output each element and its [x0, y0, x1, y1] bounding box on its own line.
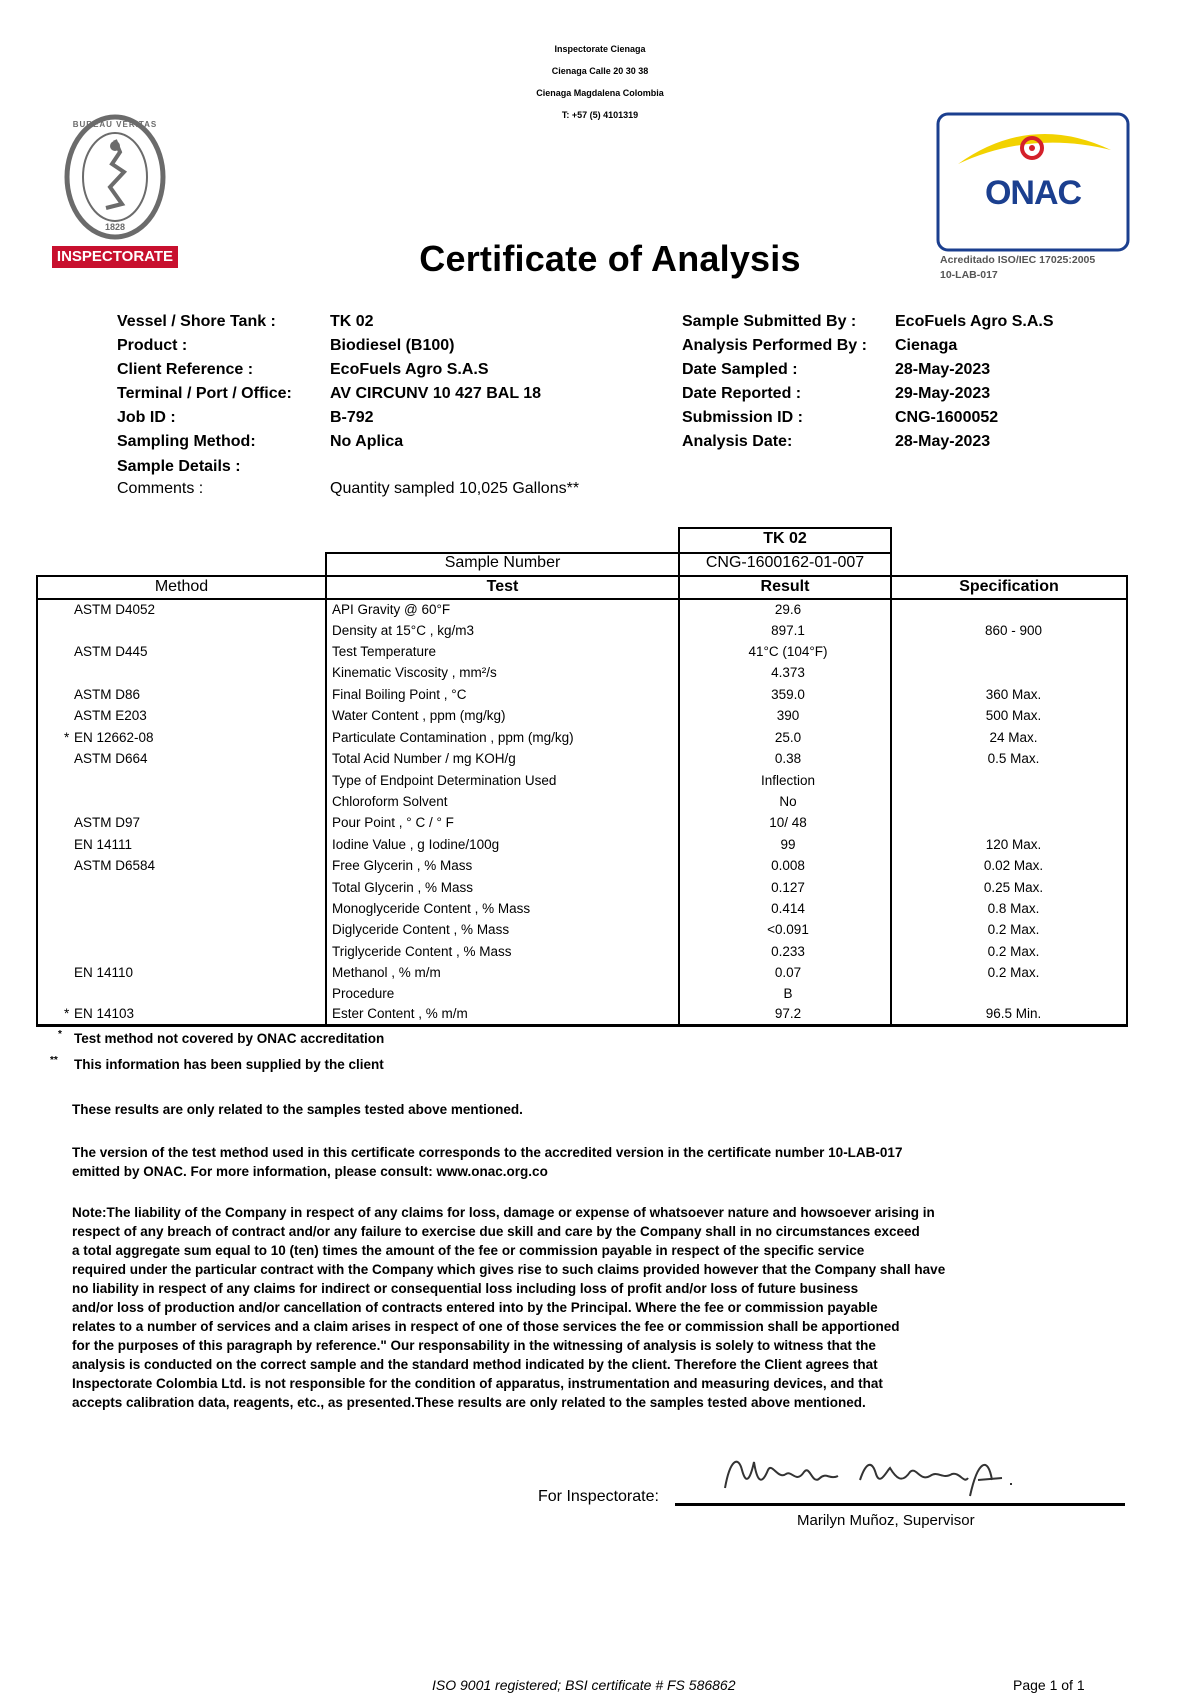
onac-accreditation-line2: 10-LAB-017 [940, 269, 998, 281]
row-test: Pour Point , ° C / ° F [332, 815, 454, 830]
row-test: Test Temperature [332, 644, 437, 659]
bureau-veritas-logo [40, 112, 190, 282]
row-test: Type of Endpoint Determination Used [332, 773, 557, 788]
footnote-mark: ** [50, 1055, 58, 1066]
address-line: Inspectorate Cienaga [554, 44, 646, 54]
column-header-specification: Specification [959, 578, 1059, 595]
info-value: Biodiesel (B100) [330, 337, 455, 354]
info-value: Cienaga [895, 337, 958, 354]
footnote-text: Test method not covered by ONAC accreditation [74, 1031, 385, 1046]
row-result: 41°C (104°F) [748, 644, 828, 659]
row-method: EN 14110 [74, 965, 134, 980]
info-label: Terminal / Port / Office: [117, 385, 292, 402]
address-line: Cienaga Magdalena Colombia [536, 88, 664, 98]
row-result: 0.38 [774, 751, 802, 766]
info-label: Product : [117, 337, 188, 354]
row-spec: 24 Max. [989, 730, 1038, 745]
onac-logo [936, 112, 1136, 292]
row-test: Water Content , ppm (mg/kg) [332, 708, 506, 723]
note-line: no liability in respect of any claims for indirect or consequential loss including loss of profit and/or loss of future business [72, 1281, 859, 1296]
row-result: 390 [776, 708, 800, 723]
comments-value: Quantity sampled 10,025 Gallons** [330, 480, 580, 497]
table-row [0, 751, 1200, 772]
row-method: ASTM D6584 [74, 858, 156, 873]
signer-name: Marilyn Muñoz, Supervisor [797, 1512, 975, 1529]
row-test: Chloroform Solvent [332, 794, 448, 809]
table-row [0, 773, 1200, 794]
note-line: analysis is conducted on the correct sample and the standard method indicated by the client. Therefore the Client agrees that [72, 1357, 878, 1372]
note-line: relates to a number of services and a claim arises in respect of one of those services the fee or commission shall be apportioned [72, 1319, 900, 1334]
row-method: ASTM D664 [74, 751, 148, 766]
address-line: T: +57 (5) 4101319 [561, 110, 639, 120]
row-result: 4.373 [771, 665, 805, 680]
row-method: EN 12662-08 [74, 730, 154, 745]
signature-line [675, 1503, 1125, 1506]
row-method: ASTM D4052 [74, 602, 156, 617]
table-row [0, 730, 1200, 751]
note-line: accepts calibration data, reagents, etc., as presented.These results are only related to the samples tested above mentioned. [72, 1395, 866, 1410]
row-spec: 0.8 Max. [987, 901, 1040, 916]
info-label: Client Reference : [117, 361, 254, 378]
row-method: ASTM D97 [74, 815, 141, 830]
table-row [0, 965, 1200, 986]
handwritten-signature [720, 1450, 1050, 1505]
row-test: Iodine Value , g Iodine/100g [332, 837, 500, 852]
table-row [0, 708, 1200, 729]
info-label: Vessel / Shore Tank : [117, 313, 276, 330]
row-result: 99 [780, 837, 796, 852]
row-test: Total Acid Number / mg KOH/g [332, 751, 516, 766]
row-result: 0.008 [771, 858, 805, 873]
table-row [0, 687, 1200, 708]
row-result: 10/ 48 [769, 815, 807, 830]
row-spec: 0.02 Max. [983, 858, 1044, 873]
info-label: Sample Details : [117, 458, 241, 475]
row-test: Total Glycerin , % Mass [332, 880, 474, 895]
row-test: Final Boiling Point , °C [332, 687, 467, 702]
bv-year: 1828 [104, 222, 126, 232]
info-value: 29-May-2023 [895, 385, 991, 402]
tank-header: TK 02 [763, 530, 807, 547]
row-result: B [783, 986, 793, 1001]
row-result: Inflection [760, 773, 816, 788]
row-test: Monoglyceride Content , % Mass [332, 901, 531, 916]
row-result: 29.6 [774, 602, 802, 617]
table-row [0, 794, 1200, 815]
info-label: Sampling Method: [117, 433, 256, 450]
column-header-method: Method [154, 578, 209, 595]
page-title: Certificate of Analysis [419, 238, 801, 279]
row-spec: 0.2 Max. [987, 965, 1040, 980]
note-line: for the purposes of this paragraph by reference." Our responsability in the witnessing of analysis is solely to witness that the [72, 1338, 876, 1353]
table-row [0, 1006, 1200, 1027]
info-label: Date Sampled : [682, 361, 798, 378]
row-spec: 360 Max. [985, 687, 1042, 702]
row-method: ASTM E203 [74, 708, 147, 723]
table-row [0, 880, 1200, 901]
row-spec: 0.2 Max. [987, 944, 1040, 959]
table-row [0, 837, 1200, 858]
row-test: Triglyceride Content , % Mass [332, 944, 512, 959]
row-test: Kinematic Viscosity , mm²/s [332, 665, 497, 680]
note-line: Inspectorate Colombia Ltd. is not responsible for the condition of apparatus, instrumentation and measuring devices, and that [72, 1376, 883, 1391]
row-result: 0.127 [771, 880, 805, 895]
column-header-result: Result [760, 578, 810, 595]
row-test: Methanol , % m/m [332, 965, 441, 980]
row-spec: 860 - 900 [984, 623, 1043, 638]
row-method: ASTM D86 [74, 687, 141, 702]
bv-banner-text: INSPECTORATE [56, 248, 174, 265]
onac-text: ONAC [984, 174, 1082, 212]
for-inspectorate-label: For Inspectorate: [538, 1488, 659, 1505]
sample-number-label: Sample Number [444, 554, 561, 571]
row-result: 25.0 [774, 730, 802, 745]
row-result: 0.07 [774, 965, 802, 980]
note-line: required under the particular contract with the Company which gives rise to such claims provided however that the Company shall have [72, 1262, 946, 1277]
info-value: B-792 [330, 409, 374, 426]
footnote-text: This information has been supplied by the client [74, 1057, 384, 1072]
row-result: 0.414 [771, 901, 805, 916]
version-line: emitted by ONAC. For more information, please consult: www.onac.org.co [72, 1164, 548, 1179]
bv-ring-text: BUREAU VERITAS [72, 120, 158, 129]
info-value: 28-May-2023 [895, 361, 991, 378]
row-test: API Gravity @ 60°F [332, 602, 451, 617]
info-label: Analysis Performed By : [682, 337, 867, 354]
info-value: 28-May-2023 [895, 433, 991, 450]
row-method: EN 14111 [74, 837, 133, 852]
row-method: EN 14103 [74, 1006, 135, 1021]
note-line: Note:The liability of the Company in respect of any claims for loss, damage or expense of whatsoever nature and howsoever arising in [72, 1205, 935, 1220]
info-value: AV CIRCUNV 10 427 BAL 18 [330, 385, 542, 402]
info-label: Analysis Date: [682, 433, 793, 450]
table-row [0, 901, 1200, 922]
table-row [0, 858, 1200, 879]
sample-number-value: CNG-1600162-01-007 [705, 554, 865, 571]
table-row [0, 665, 1200, 686]
note-line: respect of any breach of contract and/or any failure to exercise due skill and care by the Company shall in no circumstances exceed [72, 1224, 920, 1239]
page-number: Page 1 of 1 [1013, 1677, 1085, 1693]
row-spec: 120 Max. [985, 837, 1042, 852]
row-result: 359.0 [771, 687, 805, 702]
row-result: No [779, 794, 797, 809]
row-test: Procedure [332, 986, 395, 1001]
note-line: and/or loss of production and/or cancellation of contracts entered into by the Principal. Where the fee or commission payable [72, 1300, 878, 1315]
row-result: 0.233 [771, 944, 805, 959]
row-test: Particulate Contamination , ppm (mg/kg) [332, 730, 574, 745]
row-star: * [64, 730, 70, 745]
table-row [0, 602, 1200, 623]
row-method: ASTM D445 [74, 644, 148, 659]
info-label: Comments : [117, 480, 204, 497]
info-label: Sample Submitted By : [682, 313, 857, 330]
row-spec: 96.5 Min. [985, 1006, 1042, 1021]
table-row [0, 815, 1200, 836]
info-value: TK 02 [330, 313, 374, 330]
table-row [0, 922, 1200, 943]
row-test: Free Glycerin , % Mass [332, 858, 473, 873]
row-test: Density at 15°C , kg/m3 [332, 623, 474, 638]
table-row [0, 986, 1200, 1007]
row-result: <0.091 [767, 922, 809, 937]
row-spec: 500 Max. [985, 708, 1042, 723]
info-value: CNG-1600052 [895, 409, 999, 426]
info-value: No Aplica [330, 433, 404, 450]
note-line: a total aggregate sum equal to 10 (ten) times the amount of the fee or commission payable in respect of the specific service [72, 1243, 865, 1258]
row-spec: 0.25 Max. [983, 880, 1044, 895]
row-spec: 0.2 Max. [987, 922, 1040, 937]
info-value: EcoFuels Agro S.A.S [895, 313, 1054, 330]
iso-registration: ISO 9001 registered; BSI certificate # FS 586862 [432, 1677, 736, 1693]
version-statement [72, 1143, 902, 1181]
row-star: * [64, 1006, 70, 1021]
table-row [0, 944, 1200, 965]
table-row [0, 644, 1200, 665]
version-line: The version of the test method used in this certificate corresponds to the accredited version in the certificate number 10-LAB-017 [72, 1145, 903, 1160]
info-label: Job ID : [117, 409, 176, 426]
onac-accreditation-line1: Acreditado ISO/IEC 17025:2005 [940, 254, 1096, 266]
related-statement: These results are only related to the samples tested above mentioned. [72, 1102, 523, 1117]
row-test: Diglyceride Content , % Mass [332, 922, 510, 937]
info-value: EcoFuels Agro S.A.S [330, 361, 489, 378]
address-line: Cienaga Calle 20 30 38 [551, 66, 649, 76]
row-result: 897.1 [771, 623, 805, 638]
liability-note [72, 1203, 945, 1412]
row-spec: 0.5 Max. [987, 751, 1040, 766]
column-header-test: Test [486, 578, 519, 595]
row-test: Ester Content , % m/m [332, 1006, 468, 1021]
info-label: Date Reported : [682, 385, 802, 402]
row-result: 97.2 [774, 1006, 802, 1021]
info-label: Submission ID : [682, 409, 803, 426]
footnote-mark: * [58, 1029, 62, 1040]
table-row [0, 623, 1200, 644]
